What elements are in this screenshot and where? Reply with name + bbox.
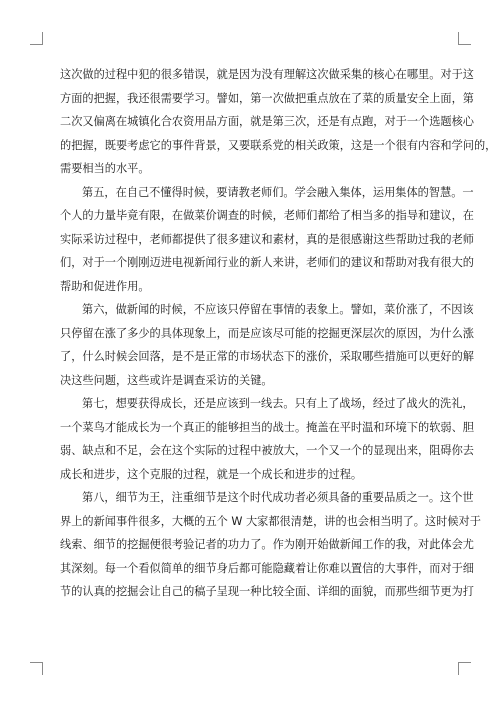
text-line: 帮助和促进作用。 [60,279,150,293]
crop-mark-bottom-right [458,662,471,675]
text-line: 们，对于一个刚刚迈进电视新闻行业的新人来讲，老师们的建议和帮助对我有很大的 [60,256,474,269]
document-body [60,63,497,604]
text-line: 节的认真的挖掘会让自己的稿子呈现一种比较全面、详细的面貌，而那些细节更为打 [60,585,474,598]
paragraph-start-line: 第八，细节为王，注重细节是这个时代成功者必须具备的重要品质之一。这个世 [82,491,474,504]
text-line: 决这些问题，这些或许是调查采访的关键。 [60,373,273,387]
text-line: 成长和进步，这个克服的过程，就是一个成长和进步的过程。 [60,467,363,481]
text-line: 的把握，既要考虑它的事件背景，又要联系党的相关政策，这是一个很有内容和学问的， [60,138,497,152]
crop-mark-top-left [30,32,43,45]
text-line: 弱、缺点和不足，会在这个实际的过程中被放大，一个又一个的显现出来，阻碍你去 [60,444,474,457]
text-line: 只停留在涨了多少的具体现象上，而是应该尽可能的挖掘更深层次的原因，为什么涨 [60,326,474,340]
text-line: 个人的力量毕竟有限，在做菜价调查的时候，老师们都给了相当多的指导和建议，在 [60,209,474,222]
text-line: 实际采访过程中，老师都提供了很多建议和素材，真的是很感谢这些帮助过我的老师 [60,232,474,246]
crop-mark-bottom-left [30,662,43,675]
text-line: 线索、细节的挖掘便很考验记者的功力了。作为刚开始做新闻工作的我，对此体会尤 [60,538,474,551]
text-line: 这次做的过程中犯的很多错误，就是因为没有理解这次做采集的核心在哪里。对于这 [60,68,474,81]
text-line: 方面的把握，我还很需要学习。譬如，第一次做把重点放在了菜的质量安全上面，第 [60,91,474,105]
paragraph-start-line: 第五，在自己不懂得时候，要请教老师们。学会融入集体，运用集体的智慧。一 [82,185,474,199]
paragraph-start-line: 第七，想要获得成长，还是应该到一线去。只有上了战场，经过了战火的洗礼， [82,397,474,410]
text-line: 需要相当的水平。 [60,162,150,175]
paragraph-start-line: 第六，做新闻的时候，不应该只停留在事情的表象上。譬如，菜价涨了，不因该 [82,303,474,316]
text-line: 一个菜鸟才能成长为一个真正的能够担当的战士。掩盖在平时温和环境下的软弱、胆 [60,420,474,434]
text-line: 二次又偏离在城镇化合农资用品方面，就是第三次，还是有点跑，对于一个选题核心 [60,115,474,128]
crop-mark-top-right [458,32,471,45]
text-line: 了，什么时候会回落，是不是正常的市场状态下的涨价，采取哪些措施可以更好的解 [60,350,474,363]
text-line: 其深刻。每一个看似简单的细节身后都可能隐藏着让你难以置信的大事件，而对于细 [60,561,474,575]
text-line: 界上的新闻事件很多，大概的五个 W 大家都很清楚，讲的也会相当明了。这时候对于 [60,514,481,528]
